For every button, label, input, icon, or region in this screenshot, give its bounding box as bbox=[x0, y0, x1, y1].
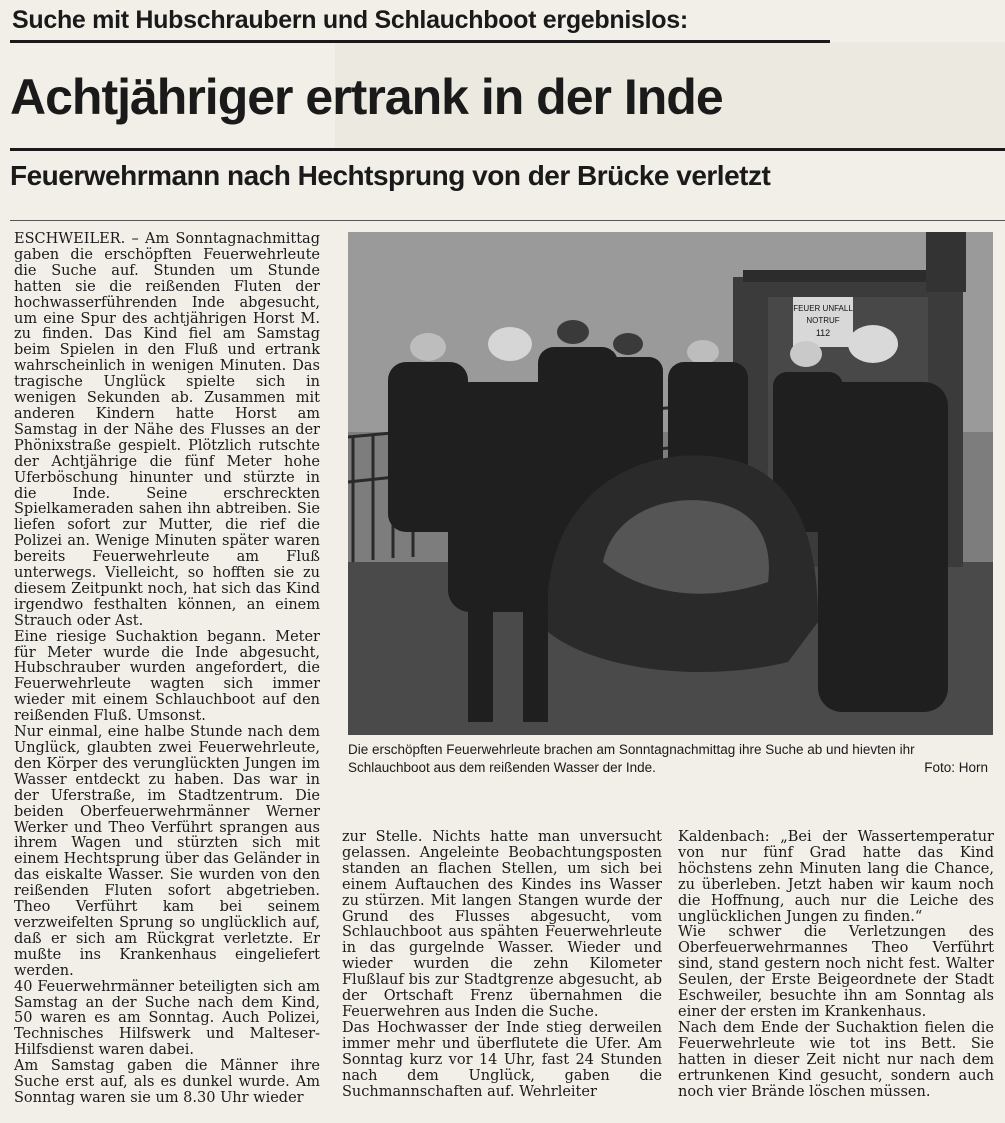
article-column-1: ESCHWEILER. – Am Sonntagnachmittag gaben die erschöpften Feuerwehrleute die Suche auf. Stunden um Stunde hatten sie die reißenden Fluten der hochwasserführenden Inde abgesucht, um eine Spur des achtjährigen Horst M. zu finden. Das Kind fiel am Samstag beim Spielen in den Fluß und ertrank wahrscheinlich in wenigen Minuten. Das tragische Unglück spielte sich in wenigen Sekunden ab. Zusammen mit anderen Kindern hatte Horst am Samstag in der Nähe des Flusses an der Phönixstraße gespielt. Plötzlich rutschte der Achtjährige die fünf Meter hohe Uferböschung hinunter und stürzte in die Inde. Seine erschreckten Spielkameraden sahen ihn abtreiben. Sie liefen sofort zur Mutter, die rief die Polizei an. Wenige Minuten später waren bereits Feuerwehrleute am Fluß unterwegs. Vielleicht, so hofften sie zu diesem Zeitpunkt noch, hat sich das Kind irgendwo festhalten können, an einem Strauch oder Ast. Eine riesige Suchaktion begann. Meter für Meter wurde die Inde abgesucht, Hubschrauber wurden angefordert, die Feuerwehrleute wagten sich immer wieder mit einem Schlauchboot auf den reißenden Fluß. Umsonst. Nur einmal, eine halbe Stunde nach dem Unglück, glaubten zwei Feuerwehrleute, den Körper des verunglückten Jungen im Wasser entdeckt zu haben. Das war in der Uferstraße, im Stadtzentrum. Die beiden Oberfeuerwehrmänner Werner Werker und Theo Verführt sprangen aus ihrem Wagen und stürzten sich mit einem Hechtsprung über das Geländer in das eiskalte Wasser. Sie wurden von den reißenden Fluten sofort abgetrieben. Theo Verführt kam bei seinem verzweifelten Sprung so unglücklich auf, daß er sich am Rückgrat verletzte. Er mußte ins Krankenhaus eingeliefert werden. 40 Feuerwehrmänner beteiligten sich am Samstag an der Suche nach dem Kind, 50 waren es am Sonntag. Auch Polizei, Technisches Hilfswerk und Malteser-Hilfsdienst waren dabei. Am Samstag gaben die Männer ihre Suche erst auf, als es dunkel wurde. Am Sonntag waren sie um 8.30 Uhr wieder bbox=[14, 232, 320, 1106]
photo-illustration bbox=[348, 232, 993, 735]
subheadline: Feuerwehrmann nach Hechtsprung von der Brücke verletzt bbox=[10, 160, 771, 191]
kicker-headline: Suche mit Hubschraubern und Schlauchboot ergebnislos: bbox=[12, 6, 688, 34]
kicker-rule bbox=[10, 40, 830, 43]
headline-rule bbox=[10, 148, 1005, 151]
article-column-3: Kaldenbach: „Bei der Wassertemperatur von nur fünf Grad hatte das Kind höchstens zehn Minuten lang die Chance, zu überleben. Jetzt haben wir kaum noch die Hoffnung, auch nur die Leiche des unglücklichen Jungen zu finden.“ Wie schwer die Verletzungen des Oberfeuerwehrmannes Theo Verführt sind, stand gestern noch nicht fest. Walter Seulen, der Erste Beigeordnete der Stadt Eschweiler, besuchte ihn am Sonntag als einer der ersten im Krankenhaus. Nach dem Ende der Suchaktion fielen die Feuerwehrleute wie tot ins Bett. Sie hatten in dieser Zeit nicht nur nach dem ertrunkenen Kind gesucht, sondern auch noch vier Brände löschen müssen. bbox=[678, 830, 994, 1100]
article-column-2: zur Stelle. Nichts hatte man unversucht gelassen. Angeleinte Beobachtungsposten standen an flachen Stellen, um sich bei einem Auftauchen des Kindes ins Wasser zu stürzen. Mit langen Stangen wurde der Grund des Flusses abgesucht, vom Schlauchboot aus spähten Feuerwehrleute in das gurgelnde Wasser. Wieder und wieder wurden die zehn Kilometer Flußlauf bis zur Stadtgrenze abgesucht, ab der Ortschaft Frenz übernahmen die Feuerwehren aus Inden die Suche. Das Hochwasser der Inde stieg derweilen immer mehr und überflutete die Ufer. Am Sonntag kurz vor 14 Uhr, fast 24 Stunden nach dem Unglück, gaben die Suchmannschaften auf. Wehrleiter bbox=[342, 830, 662, 1100]
subheadline-rule bbox=[10, 220, 1005, 221]
main-headline: Achtjähriger ertrank in der Inde bbox=[10, 69, 723, 125]
truck-sign-line1: FEUER UNFALL bbox=[793, 304, 853, 313]
news-photo bbox=[348, 232, 993, 735]
truck-sign-line2: NOTRUF bbox=[806, 316, 840, 325]
photo-credit: Foto: Horn bbox=[924, 760, 988, 775]
truck-sign-line3: 112 bbox=[815, 328, 831, 338]
caption-text: Die erschöpften Feuerwehrleute brachen am Sonntagnachmittag ihre Suche ab und hievten ihr Schlauchboot aus dem reißenden Wasser der Inde. bbox=[348, 742, 915, 775]
photo-caption bbox=[348, 741, 988, 777]
